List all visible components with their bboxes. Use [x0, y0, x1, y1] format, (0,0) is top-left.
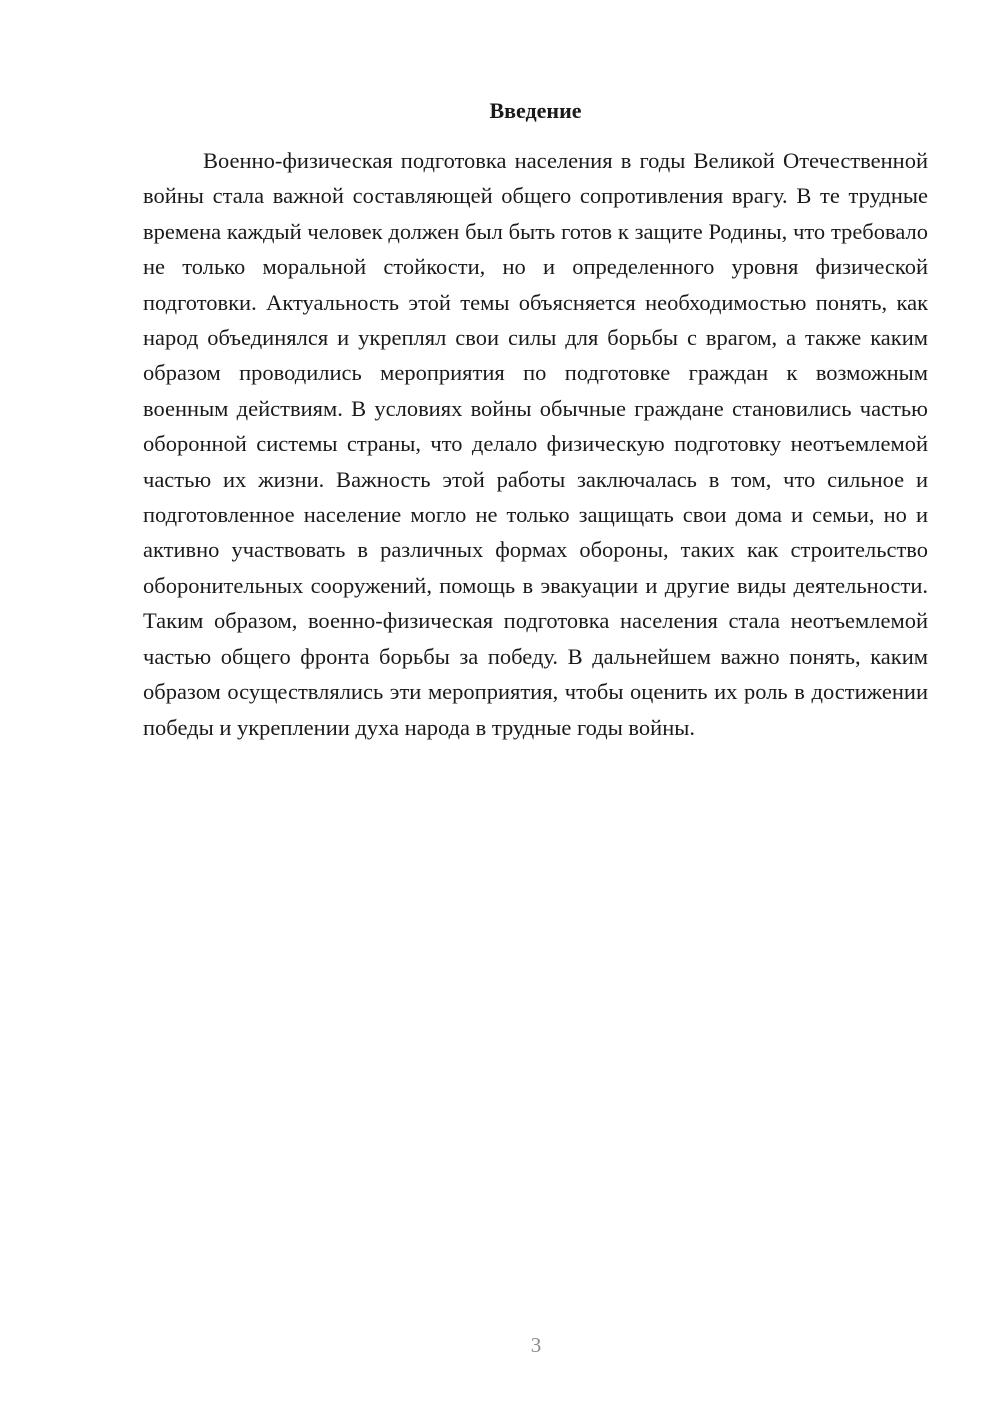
body-paragraph: Военно-физическая подготовка населения в годы Великой Отечественной войны стала важной составляющей общего сопротивления врагу. В те трудные времена каждый человек должен был быть готов к защите Родины, что требовало не только моральной стойкости, но и определенного уровня физической подготовки. Актуальность этой темы объясняется необходимостью понять, как народ объединялся и укреплял свои силы для борьбы с врагом, а также каким образом проводились мероприятия по подготовке граждан к возможным военным действиям. В условиях войны обычные граждане становились частью оборонной системы страны, что делало физическую подготовку неотъемлемой частью их жизни. Важность этой работы заключалась в том, что сильное и подготовленное население могло не только защищать свои дома и семьи, но и активно участвовать в различных формах обороны, таких как строительство оборонительных сооружений, помощь в эвакуации и другие виды деятельности. Таким образом, военно-физическая подготовка населения стала неотъемлемой частью общего фронта борьбы за победу. В дальнейшем важно понять, каким образом осуществлялись эти мероприятия, чтобы оценить их роль в достижении победы и укреплении духа народа в трудные годы войны.: [143, 148, 928, 740]
section-heading: Введение: [489, 98, 582, 123]
page-number: 3: [530, 1333, 542, 1357]
